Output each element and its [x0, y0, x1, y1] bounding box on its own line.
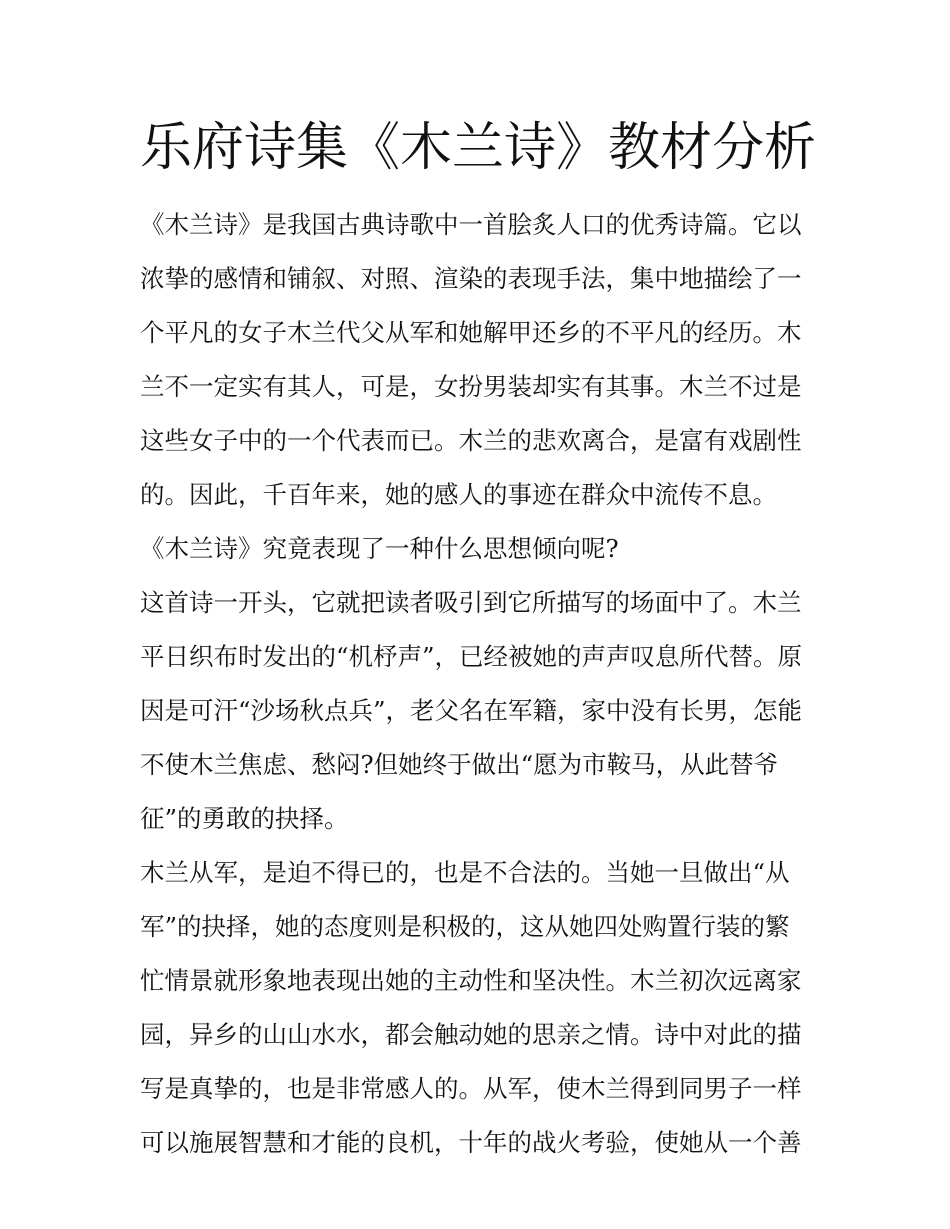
text-line: 这首诗一开头，它就把读者吸引到它所描写的场面中了。木兰	[140, 588, 802, 617]
text-line: 园，异乡的山山水水，都会触动她的思亲之情。诗中对此的描	[140, 1020, 802, 1049]
text-line: 军”的抉择，她的态度则是积极的，这从她四处购置行装的繁	[140, 912, 790, 941]
text-line: 忙情景就形象地表现出她的主动性和坚决性。木兰初次远离家	[140, 966, 802, 995]
text-line: 可以施展智慧和才能的良机，十年的战火考验，使她从一个善	[140, 1128, 802, 1157]
text-line: 因是可汗“沙场秋点兵”，老父名在军籍，家中没有长男，怎能	[140, 696, 803, 725]
document-body	[140, 198, 820, 1170]
text-line: 写是真挚的，也是非常感人的。从军，使木兰得到同男子一样	[140, 1074, 802, 1103]
text-line: 个平凡的女子木兰代父从军和她解甲还乡的不平凡的经历。木	[140, 318, 802, 347]
text-line: 平日织布时发出的“机杼声”，已经被她的声声叹息所代替。原	[140, 642, 803, 671]
text-line: 《木兰诗》究竟表现了一种什么思想倾向呢?	[140, 534, 619, 563]
text-line: 这些女子中的一个代表而已。木兰的悲欢离合，是富有戏剧性	[140, 426, 802, 455]
document-title: 乐府诗集《木兰诗》教材分析	[140, 118, 817, 178]
text-line: 木兰从军，是迫不得已的，也是不合法的。当她一旦做出“从	[140, 858, 790, 887]
text-line: 浓挚的感情和铺叙、对照、渲染的表现手法，集中地描绘了一	[140, 264, 802, 293]
text-line: 《木兰诗》是我国古典诗歌中一首脍炙人口的优秀诗篇。它以	[140, 210, 802, 239]
text-line: 征”的勇敢的抉择。	[140, 804, 349, 833]
text-line: 的。因此，千百年来，她的感人的事迹在群众中流传不息。	[140, 480, 777, 509]
text-line: 不使木兰焦虑、愁闷?但她终于做出“愿为市鞍马，从此替爷	[140, 750, 779, 779]
text-line: 兰不一定实有其人，可是，女扮男装却实有其事。木兰不过是	[140, 372, 802, 401]
